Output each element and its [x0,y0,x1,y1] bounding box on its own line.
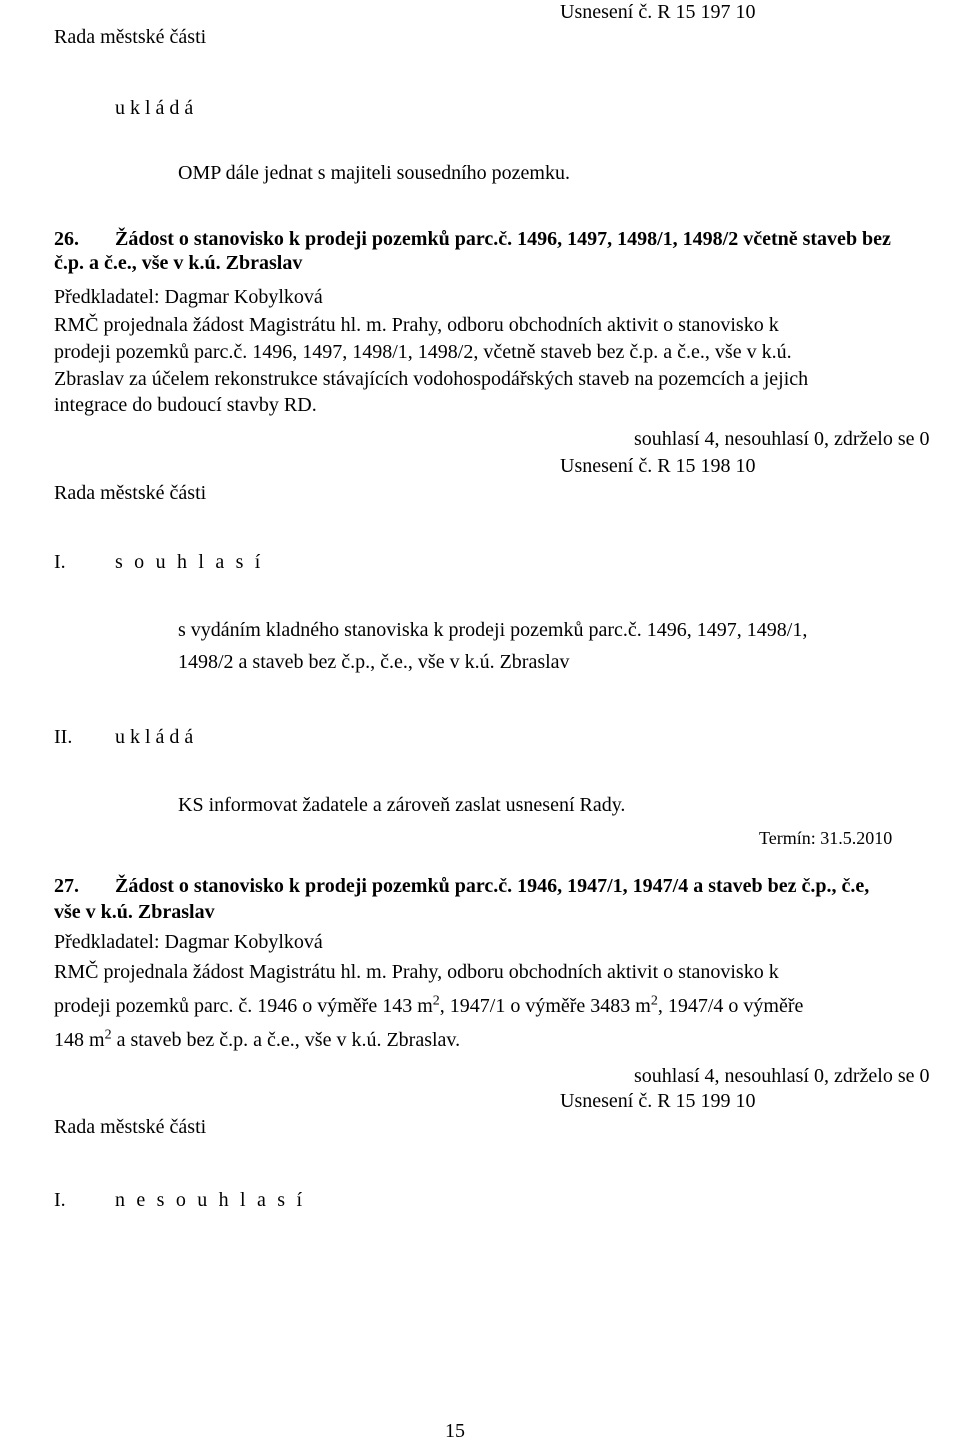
resolution-number: Usnesení č. R 15 199 10 [560,1090,756,1112]
deadline: Termín: 31.5.2010 [759,828,893,848]
item-number: 27. [54,875,79,897]
item-number: 26. [54,228,79,250]
body-text: Zbraslav za účelem rekonstrukce stávajících vodohospodářských staveb na pozemcích a jejich [54,368,809,390]
presenter: Předkladatel: Dagmar Kobylková [54,931,323,953]
item-title-continued: vše v k.ú. Zbraslav [54,901,215,923]
body-text: prodeji pozemků parc.č. 1496, 1497, 1498/1, 1498/2, včetně staveb bez č.p. a č.e., vše v k.ú. [54,341,792,363]
body-text: RMČ projednala žádost Magistrátu hl. m. Prahy, odboru obchodních aktivit o stanovisko k [54,961,779,983]
body-text: integrace do budoucí stavby RD. [54,394,317,416]
body-text: prodeji pozemků parc. č. 1946 o výměře 143 $m^2$, 1947/1 o výměře 3483 $m^2$, 1947/4 o výměře [54,993,804,1017]
point-verb: u k l á d á [115,726,194,748]
point-text: KS informovat žadatele a zároveň zaslat usnesení Rady. [178,794,626,816]
vote-result: souhlasí 4, nesouhlasí 0, zdrželo se 0 [634,428,930,450]
item-title-continued: č.p. a č.e., vše v k.ú. Zbraslav [54,252,303,274]
resolution-number: Usnesení č. R 15 198 10 [560,455,756,477]
page-number: 15 [445,1420,465,1442]
council-label: Rada městské části [54,26,207,48]
instructs-verb: u k l á d á [115,97,194,119]
council-label: Rada městské části [54,482,207,504]
presenter: Předkladatel: Dagmar Kobylková [54,286,323,308]
point-text: s vydáním kladného stanoviska k prodeji pozemků parc.č. 1496, 1497, 1498/1, [178,619,808,641]
instruction-text: OMP dále jednat s majiteli sousedního pozemku. [178,162,570,184]
point-numeral: II. [54,726,73,748]
point-numeral: I. [54,551,66,573]
item-title: Žádost o stanovisko k prodeji pozemků parc.č. 1496, 1497, 1498/1, 1498/2 včetně staveb bez [115,228,891,250]
body-text: RMČ projednala žádost Magistrátu hl. m. Prahy, odboru obchodních aktivit o stanovisko k [54,314,779,336]
point-numeral: I. [54,1189,66,1211]
point-text: 1498/2 a staveb bez č.p., č.e., vše v k.ú. Zbraslav [178,651,570,673]
item-title: Žádost o stanovisko k prodeji pozemků parc.č. 1946, 1947/1, 1947/4 a staveb bez č.p., č.e, [115,875,870,897]
point-verb: s o u h l a s í [115,551,264,573]
point-verb: n e s o u h l a s í [115,1189,306,1211]
resolution-number: Usnesení č. R 15 197 10 [560,1,756,23]
vote-result: souhlasí 4, nesouhlasí 0, zdrželo se 0 [634,1065,930,1087]
council-label: Rada městské části [54,1116,207,1138]
body-text: 148 $m^2$ a staveb bez č.p. a č.e., vše v k.ú. Zbraslav. [54,1027,461,1051]
